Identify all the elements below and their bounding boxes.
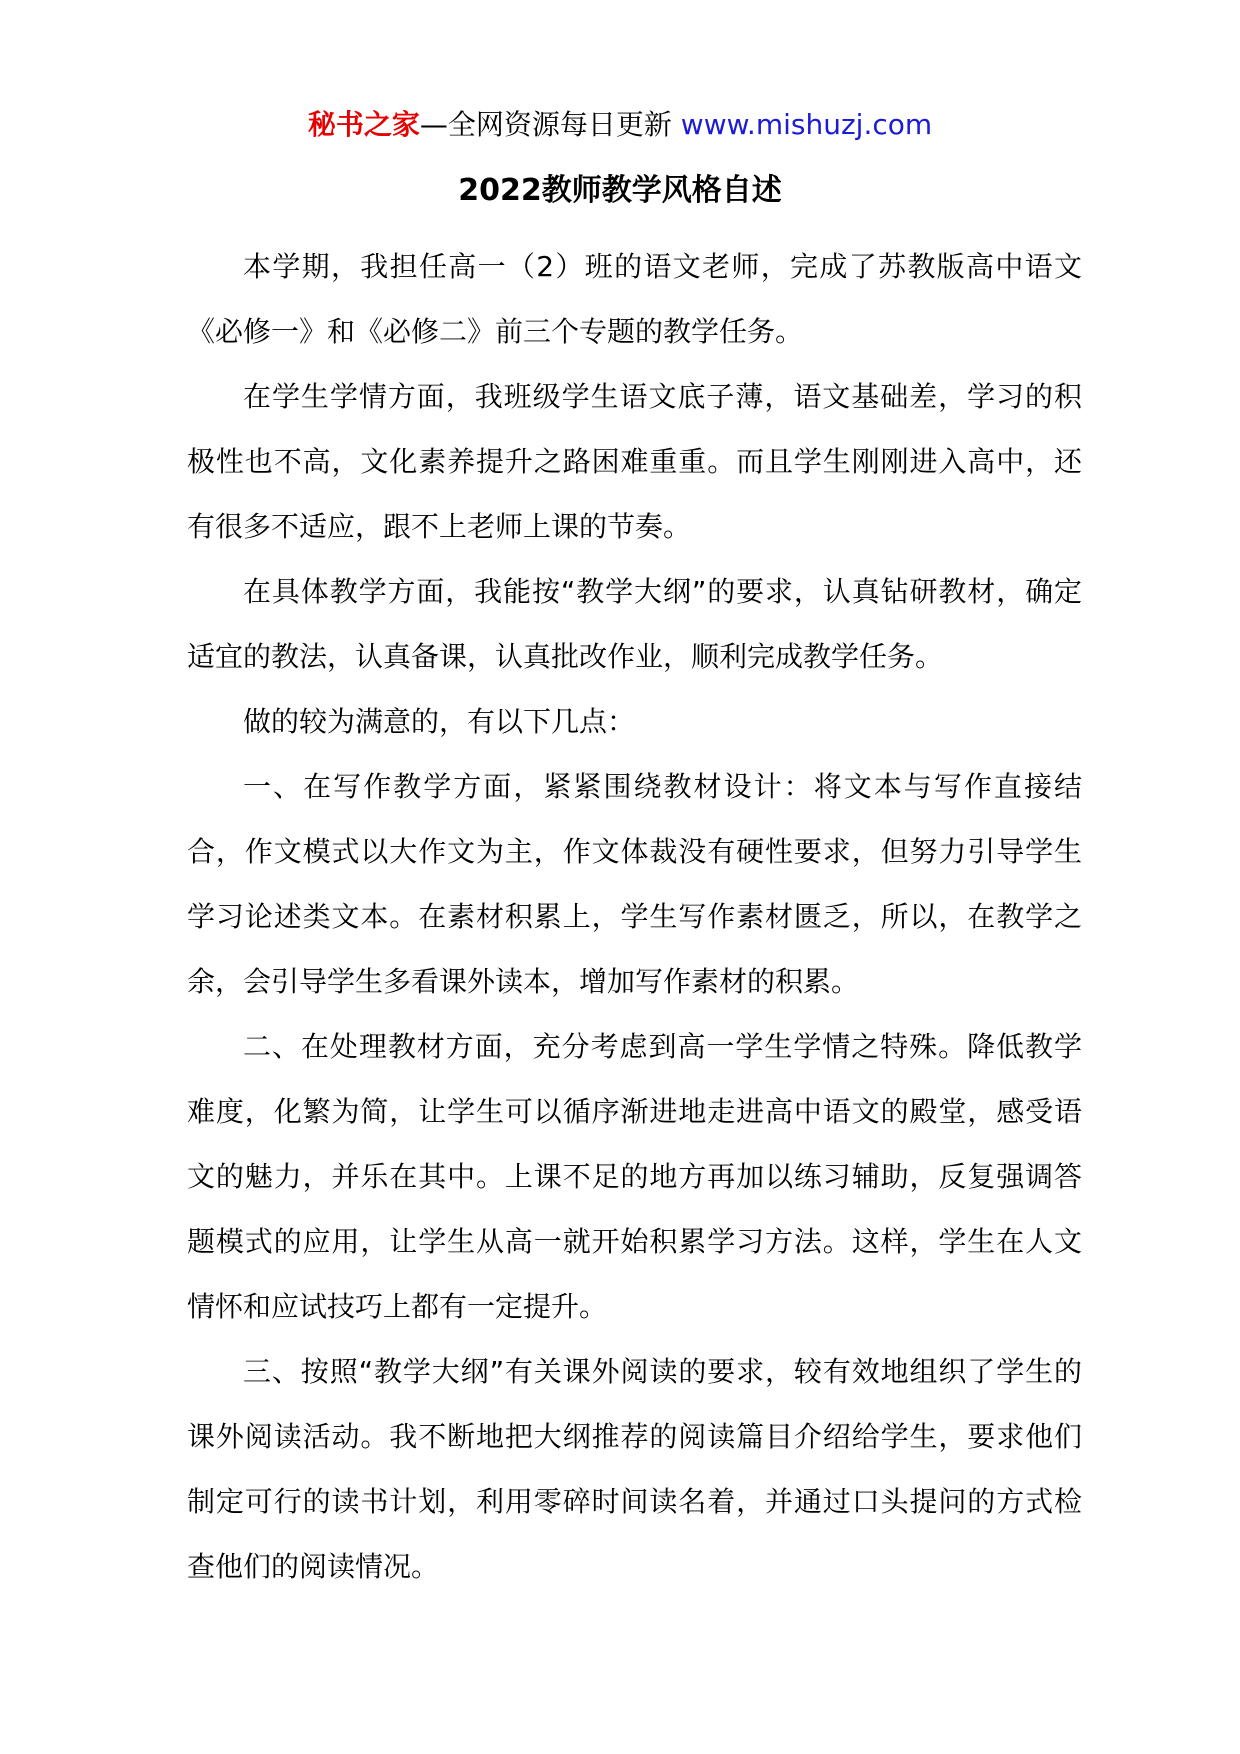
site-url-link[interactable]: www.mishuzj.com <box>680 108 933 141</box>
document-title: 2022教师教学风格自述 <box>458 173 782 208</box>
paragraph: 二、在处理教材方面，充分考虑到高一学生学情之特殊。降低教学难度，化繁为简，让学生可以循序渐进地走进高中语文的殿堂，感受语文的魅力，并乐在其中。上课不足的地方再加以练习辅助，反复强调答题模式的应用，让学生从高一就开始积累学习方法。这样，学生在人文情怀和应试技巧上都有一定提升。 <box>187 1030 1082 1323</box>
paragraph: 本学期，我担任高一（2）班的语文老师，完成了苏教版高中语文《必修一》和《必修二》前三个专题的教学任务。 <box>187 250 1082 348</box>
document-body <box>187 234 1082 1599</box>
site-header <box>0 103 1240 147</box>
paragraph: 三、按照“教学大纲”有关课外阅读的要求，较有效地组织了学生的课外阅读活动。我不断地把大纲推荐的阅读篇目介绍给学生，要求他们制定可行的读书计划，利用零碎时间读名着，并通过口头提问的方式检查他们的阅读情况。 <box>187 1355 1082 1583</box>
brand-name: 秘书之家 <box>307 108 420 141</box>
paragraph: 在具体教学方面，我能按“教学大纲”的要求，认真钻研教材，确定适宜的教法，认真备课，认真批改作业，顺利完成教学任务。 <box>187 575 1082 673</box>
paragraph: 一、在写作教学方面，紧紧围绕教材设计：将文本与写作直接结合，作文模式以大作文为主，作文体裁没有硬性要求，但努力引导学生学习论述类文本。在素材积累上，学生写作素材匮乏，所以，在教学之余，会引导学生多看课外读本，增加写作素材的积累。 <box>187 770 1082 998</box>
paragraph: 做的较为满意的，有以下几点： <box>243 705 636 738</box>
header-slogan: —全网资源每日更新 <box>419 108 672 141</box>
paragraph: 在学生学情方面，我班级学生语文底子薄，语文基础差，学习的积极性也不高，文化素养提升之路困难重重。而且学生刚刚进入高中，还有很多不适应，跟不上老师上课的节奏。 <box>187 380 1082 543</box>
